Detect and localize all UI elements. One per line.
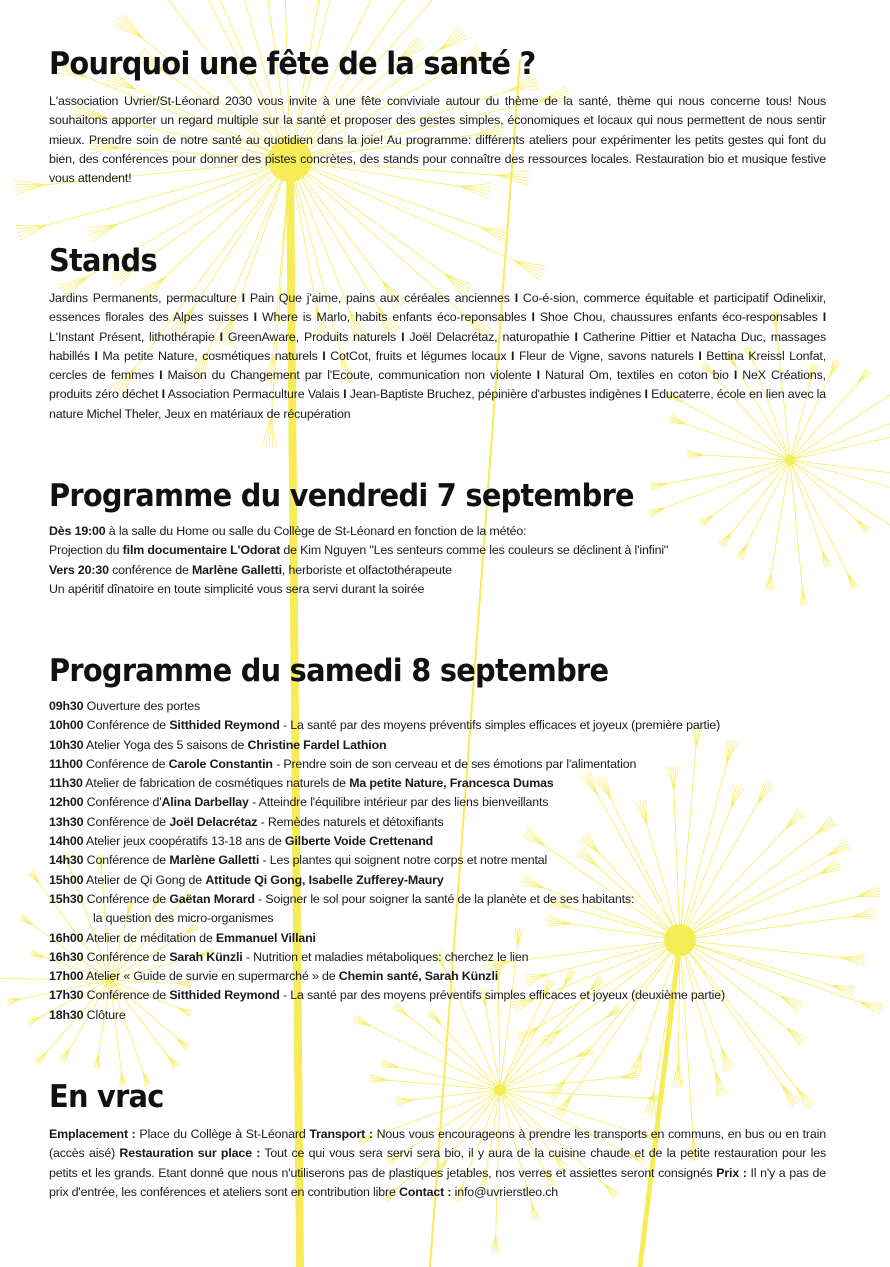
stand-item: Joël Delacrétaz, naturopathie [409, 329, 570, 344]
intro-section [49, 44, 826, 188]
schedule-row [49, 697, 826, 716]
schedule-host: Sitthided Reymond [169, 718, 280, 733]
schedule-host: Gaëtan Morard [169, 891, 255, 906]
stand-separator: I [159, 368, 163, 383]
schedule-text: Conférence d' [83, 795, 162, 810]
schedule-topic: - Nutrition et maladies métaboliques: cherchez le lien [242, 949, 529, 964]
contact-email[interactable]: info@uvrierstleo.ch [451, 1184, 559, 1199]
stand-separator: I [161, 387, 165, 402]
schedule-host: Chemin santé, Sarah Künzli [338, 969, 499, 984]
stand-separator: I [698, 348, 702, 363]
stand-separator: I [401, 329, 405, 344]
schedule-text: Atelier de méditation de [83, 930, 216, 945]
stand-separator: I [733, 368, 738, 383]
stand-separator: I [219, 329, 223, 344]
contact-label: Contact : [399, 1184, 452, 1199]
stand-item: Jardins Permanents, permaculture [49, 291, 237, 305]
schedule-host: Ma petite Nature, Francesca Dumas [349, 776, 554, 791]
schedule-time: 12h00 [49, 795, 84, 810]
friday-film: film documentaire L'Odorat [122, 543, 281, 558]
schedule-text: Atelier de fabrication de cosmétiques naturels de [82, 776, 350, 791]
stand-item: Bettina Kreissl Lonfat, cercles de femmes [49, 348, 827, 383]
vrac-text [49, 1125, 826, 1202]
stand-separator: I [536, 368, 540, 383]
stand-separator: I [531, 310, 535, 325]
stand-separator: I [94, 348, 98, 363]
schedule-time: 11h00 [49, 756, 83, 771]
stand-item: Jean-Baptiste Bruchez, pépinière d'arbustes indigènes [349, 387, 642, 402]
schedule-row [49, 948, 826, 967]
price-value: Il n'y a pas de prix d'entrée, les conférences et ateliers sont en contribution libre [49, 1165, 826, 1199]
stand-separator: I [253, 310, 257, 325]
stand-separator: I [511, 348, 515, 363]
friday-title: Programme du vendredi 7 septembre [49, 478, 634, 514]
friday-line [49, 541, 826, 560]
schedule-text: la question des micro-organismes [93, 911, 274, 926]
friday-line [49, 522, 826, 541]
stand-item: Pain Que j'aime, pains aux céréales anciennes [249, 291, 510, 305]
schedule-time: 10h00 [49, 718, 84, 733]
schedule-topic: - Remèdes naturels et détoxifiants [257, 814, 444, 829]
friday-speaker: Marlène Galletti [192, 562, 282, 577]
transport-value: Nous vous encourageons à prendre les transports en communs, en bus ou en train (accès aisé) [49, 1127, 826, 1161]
friday-time: Vers 20:30 [49, 562, 109, 577]
schedule-row [49, 736, 826, 755]
schedule-text: Conférence de [83, 949, 170, 964]
stands-section [49, 241, 826, 424]
schedule-row [49, 967, 826, 986]
stand-item: Natural Om, textiles en coton bio [544, 368, 729, 383]
schedule-row [49, 774, 826, 793]
schedule-text: Conférence de [83, 988, 170, 1003]
stand-separator: I [322, 348, 326, 363]
schedule-text: Atelier jeux coopératifs 13-18 ans de [83, 834, 285, 849]
schedule-topic: - La santé par des moyens préventifs simples efficaces et joyeux (première partie) [279, 718, 721, 733]
schedule-topic: - Les plantes qui soignent notre corps et notre mental [259, 853, 548, 868]
price-label: Prix : [716, 1165, 747, 1180]
schedule-row [49, 832, 826, 851]
schedule-host: Joël Delacrétaz [169, 814, 258, 829]
schedule-topic: - Atteindre l'équilibre intérieur par des liens bienveillants [248, 795, 549, 810]
schedule-time: 09h30 [49, 699, 84, 713]
schedule-topic: - Prendre soin de son cerveau et de ses émotions par l'alimentation [272, 756, 637, 771]
schedule-host: Sitthided Reymond [169, 988, 280, 1003]
schedule-row [49, 929, 826, 948]
stand-item: Maison du Changement par l'Ecoute, communication non violente [167, 368, 532, 383]
schedule-text: Conférence de [83, 718, 170, 733]
stand-separator: I [574, 329, 578, 344]
stand-item: Fleur de Vigne, savons naturels [518, 348, 694, 363]
schedule-text: Atelier Yoga des 5 saisons de [83, 737, 248, 752]
transport-label: Transport : [309, 1127, 373, 1141]
saturday-lines [49, 697, 826, 1025]
schedule-topic: - La santé par des moyens préventifs simples efficaces et joyeux (deuxième partie) [279, 988, 725, 1003]
schedule-row [49, 716, 826, 735]
schedule-text: Conférence de [83, 853, 170, 868]
schedule-text: Conférence de [83, 814, 170, 829]
schedule-host: Marlène Galletti [169, 853, 260, 868]
stand-item: NeX Créations, produits zéro déchet [49, 368, 826, 402]
stand-separator: I [644, 387, 648, 402]
stand-item: Shoe Chou, chaussures enfants éco-responsables [539, 310, 818, 325]
schedule-text: Ouverture des portes [83, 699, 201, 713]
schedule-text: Clôture [83, 1007, 126, 1022]
vrac-section [49, 1077, 826, 1202]
schedule-time: 15h00 [49, 872, 84, 887]
stand-separator: I [241, 291, 245, 305]
schedule-row [49, 851, 826, 870]
catering-label: Restauration sur place : [119, 1146, 261, 1161]
schedule-topic: - Soigner le sol pour soigner la santé de la planète et de ses habitants: [254, 891, 635, 906]
schedule-time: 15h30 [49, 891, 84, 906]
friday-lines [49, 522, 826, 599]
schedule-row [49, 986, 826, 1005]
saturday-program-section [49, 651, 826, 1025]
schedule-host: Emmanuel Villani [215, 930, 316, 945]
vrac-title: En vrac [49, 1079, 164, 1115]
location-value: Place du Collège à St-Léonard [135, 1127, 310, 1141]
stands-list [49, 289, 826, 424]
schedule-row [49, 1006, 826, 1025]
stand-item: Where is Marlo, habits enfants éco-reponsables [261, 310, 527, 325]
friday-text: conférence de [108, 562, 192, 577]
friday-program-section [49, 476, 826, 599]
stand-item: Educaterre, école en lien avec la nature Michel Theler, Jeux en matériaux de récupération [49, 387, 827, 421]
schedule-host: Attitude Qi Gong, Isabelle Zufferey-Maury [205, 872, 444, 887]
stand-item: L'Instant Présent, lithothérapie [49, 329, 215, 344]
friday-text: Projection du [49, 543, 123, 558]
stands-title: Stands [49, 243, 157, 279]
friday-text: Un apéritif dînatoire en toute simplicité vous sera servi durant la soirée [49, 581, 425, 596]
friday-text: de Kim Nguyen "Les senteurs comme les couleurs se déclinent à l'infini" [280, 543, 669, 558]
schedule-row [49, 793, 826, 812]
intro-text: L'association Uvrier/St-Léonard 2030 vous invite à une fête conviviale autour du thème de la santé, thème qui nous concerne tous! Nous souhaitons apporter un regard multiple sur la santé et proposer des gestes simples, économiques et locaux qui nous permettent de nous sentir mieux. Prendre soin de notre santé au quotidien dans la joie! Au programme: différents ateliers pour expérimenter les petits gestes qui font du bien, des conférences pour donner des pistes concrètes, des stands pour connaître des ressources locales. Restauration bio et musique festive vous attendent! [49, 94, 826, 186]
schedule-time: 16h00 [49, 930, 84, 945]
stand-separator: I [514, 291, 519, 305]
schedule-text: Conférence de [83, 891, 170, 906]
schedule-row [49, 909, 826, 928]
stand-item: GreenAware, Produits naturels [227, 329, 397, 344]
schedule-time: 16h30 [49, 949, 84, 964]
saturday-title: Programme du samedi 8 septembre [49, 653, 609, 689]
friday-line [49, 580, 826, 599]
schedule-row [49, 813, 826, 832]
stand-separator: I [822, 310, 827, 325]
schedule-host: Alina Darbellay [161, 795, 249, 810]
schedule-row [49, 890, 826, 909]
schedule-time: 17h30 [49, 988, 84, 1003]
schedule-host: Christine Fardel Lathion [247, 737, 387, 752]
stand-item: CotCot, fruits et légumes locaux [330, 348, 507, 363]
schedule-host: Carole Constantin [168, 756, 273, 771]
schedule-host: Sarah Künzli [169, 949, 243, 964]
friday-text: , herboriste et olfactothérapeute [281, 562, 452, 577]
intro-title: Pourquoi une fête de la santé ? [49, 46, 536, 82]
location-label: Emplacement : [49, 1127, 136, 1141]
schedule-text: Conférence de [82, 756, 169, 771]
schedule-time: 14h30 [49, 853, 84, 868]
schedule-time: 18h30 [49, 1007, 84, 1022]
schedule-text: Atelier « Guide de survie en supermarché » de [83, 969, 339, 984]
stand-item: Association Permaculture Valais [167, 387, 340, 402]
schedule-row [49, 755, 826, 774]
friday-text: à la salle du Home ou salle du Collège de St-Léonard en fonction de la météo: [105, 524, 527, 538]
catering-value: Tout ce qui vous sera servi sera bio, il y aura de la cuisine chaude et de la petite restauration pour les petits et les grands. Etant donné que nous n'utiliserons pas de plastiques jetables, nos verres et assiettes seront consignés [49, 1146, 826, 1180]
schedule-time: 17h00 [49, 969, 84, 984]
stand-item: Catherine Pittier et Natacha Duc, massages habillés [49, 329, 826, 363]
schedule-row [49, 871, 826, 890]
schedule-text: Atelier de Qi Gong de [83, 872, 206, 887]
schedule-host: Gilberte Voide Crettenand [284, 834, 434, 849]
stand-separator: I [343, 387, 347, 402]
friday-line [49, 561, 826, 580]
stand-item: Ma petite Nature, cosmétiques naturels [102, 348, 318, 363]
schedule-time: 14h00 [49, 834, 84, 849]
schedule-time: 11h30 [49, 776, 83, 791]
schedule-time: 13h30 [49, 814, 84, 829]
friday-time: Dès 19:00 [49, 524, 106, 538]
schedule-time: 10h30 [49, 737, 84, 752]
stand-item: Co-é-sion, commerce équitable et participatif Odinelixir, essences florales des Alpes suisses [49, 291, 827, 325]
